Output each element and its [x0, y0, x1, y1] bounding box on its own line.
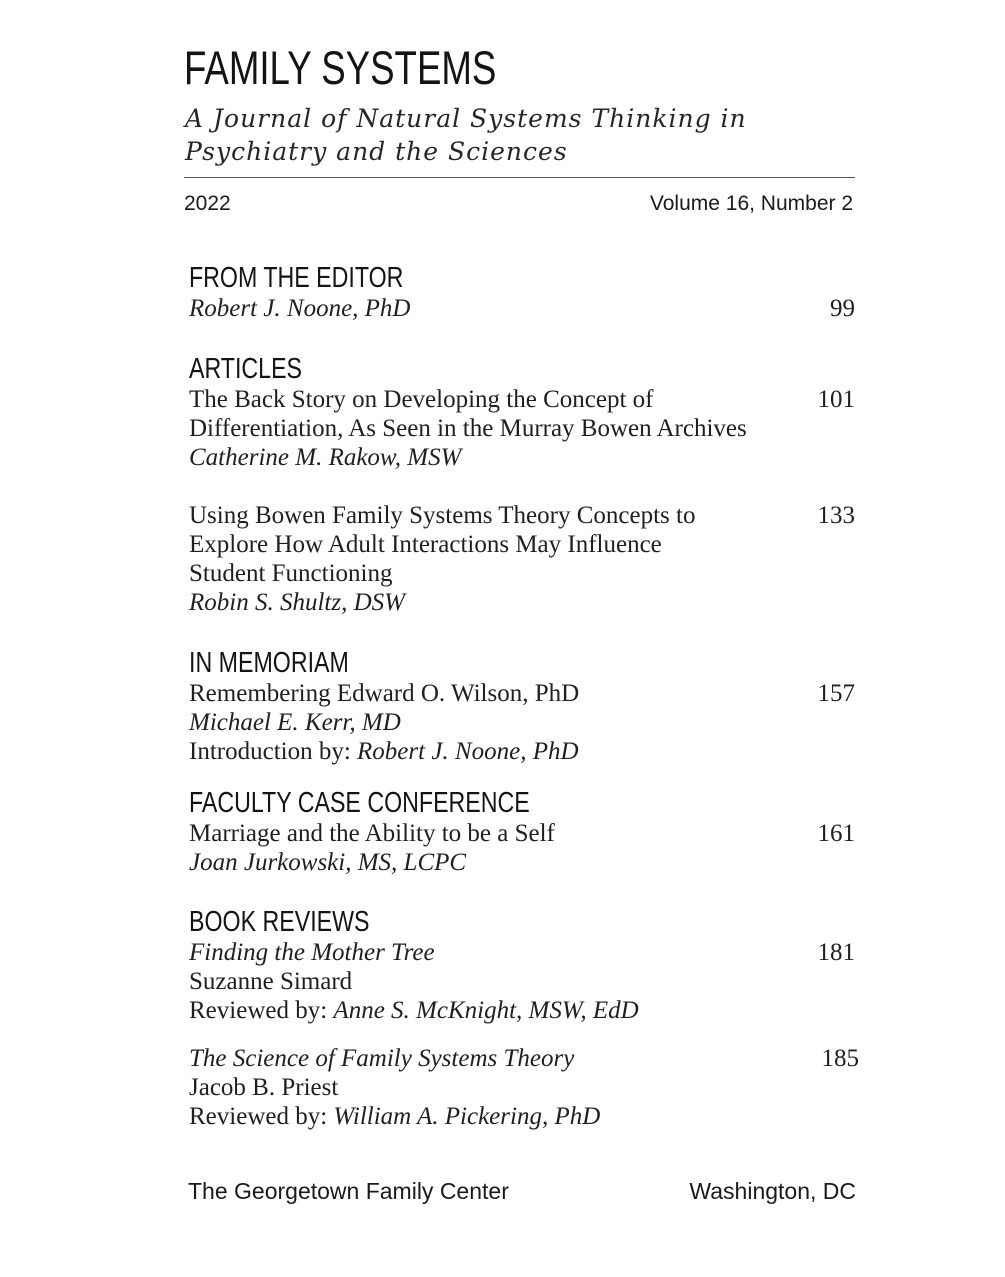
- intro-label: Introduction by:: [189, 738, 351, 765]
- entry-author: Catherine M. Rakow, MSW: [189, 444, 462, 471]
- entry-author: Robert J. Noone, PhD: [189, 295, 411, 322]
- book-title: Finding the Mother Tree: [189, 939, 435, 966]
- entry-title: Remembering Edward O. Wilson, PhD: [189, 680, 580, 707]
- section-heading: ARTICLES: [189, 353, 303, 385]
- intro-author: Robert J. Noone, PhD: [357, 738, 579, 765]
- section-heading: IN MEMORIAM: [189, 647, 349, 679]
- entry-author: Robin S. Shultz, DSW: [189, 589, 405, 616]
- book-title: The Science of Family Systems Theory: [189, 1045, 575, 1072]
- entry-title-line: Student Functioning: [189, 560, 393, 587]
- entry-title-line: The Back Story on Developing the Concept of: [189, 386, 654, 413]
- reviewed-label: Reviewed by:: [189, 1103, 328, 1130]
- toc-entry[interactable]: [189, 385, 859, 472]
- entry-page-number: 181: [817, 939, 855, 966]
- section-heading: FACULTY CASE CONFERENCE: [189, 787, 530, 819]
- subtitle-line-2: Psychiatry and the Sciences: [185, 137, 568, 166]
- section-heading: BOOK REVIEWS: [189, 906, 370, 938]
- entry-page-number: 161: [817, 820, 855, 847]
- reviewer-name: Anne S. McKnight, MSW, EdD: [333, 997, 639, 1024]
- reviewed-label: Reviewed by:: [189, 997, 328, 1024]
- reviewer-name: William A. Pickering, PhD: [333, 1103, 601, 1130]
- toc-entry[interactable]: [189, 294, 859, 323]
- entry-author: Joan Jurkowski, MS, LCPC: [189, 849, 467, 876]
- subtitle-line-1: A Journal of Natural Systems Thinking in: [185, 104, 747, 133]
- journal-title: FAMILY SYSTEMS: [184, 41, 497, 94]
- entry-title-line: Explore How Adult Interactions May Influence: [189, 531, 662, 558]
- entry-title-line: Using Bowen Family Systems Theory Concepts to: [189, 502, 696, 529]
- entry-title: Marriage and the Ability to be a Self: [189, 820, 555, 847]
- entry-page-number: 157: [817, 680, 855, 707]
- entry-page-number: 101: [817, 386, 855, 413]
- entry-author: Michael E. Kerr, MD: [189, 709, 401, 736]
- section-book-reviews: [189, 906, 859, 1131]
- entry-reviewer: [189, 996, 859, 1025]
- header-divider: [184, 177, 855, 178]
- toc-entry[interactable]: [189, 501, 859, 617]
- entry-page-number: 185: [821, 1045, 859, 1072]
- section-articles: [189, 353, 859, 617]
- journal-subtitle: [185, 102, 865, 168]
- section-from-the-editor: [189, 262, 859, 323]
- entry-reviewer: [189, 1102, 859, 1131]
- entry-page-number: 99: [830, 295, 855, 322]
- issue-volume: Volume 16, Number 2: [649, 192, 853, 215]
- issue-year: 2022: [184, 192, 231, 215]
- publisher-location: Washington, DC: [689, 1178, 856, 1204]
- entry-introduction: [189, 737, 859, 766]
- book-author: Jacob B. Priest: [189, 1074, 339, 1101]
- toc-entry[interactable]: [189, 938, 859, 1025]
- section-heading: FROM THE EDITOR: [189, 262, 404, 294]
- toc-entry[interactable]: [189, 1044, 859, 1131]
- section-faculty-case-conference: [189, 787, 859, 877]
- toc-entry[interactable]: [189, 679, 859, 766]
- section-in-memoriam: [189, 647, 859, 766]
- toc-entry[interactable]: [189, 819, 859, 877]
- entry-title-line: Differentiation, As Seen in the Murray Bowen Archives: [189, 415, 747, 442]
- entry-page-number: 133: [817, 502, 855, 529]
- publisher-name: The Georgetown Family Center: [188, 1178, 509, 1204]
- book-author: Suzanne Simard: [189, 968, 353, 995]
